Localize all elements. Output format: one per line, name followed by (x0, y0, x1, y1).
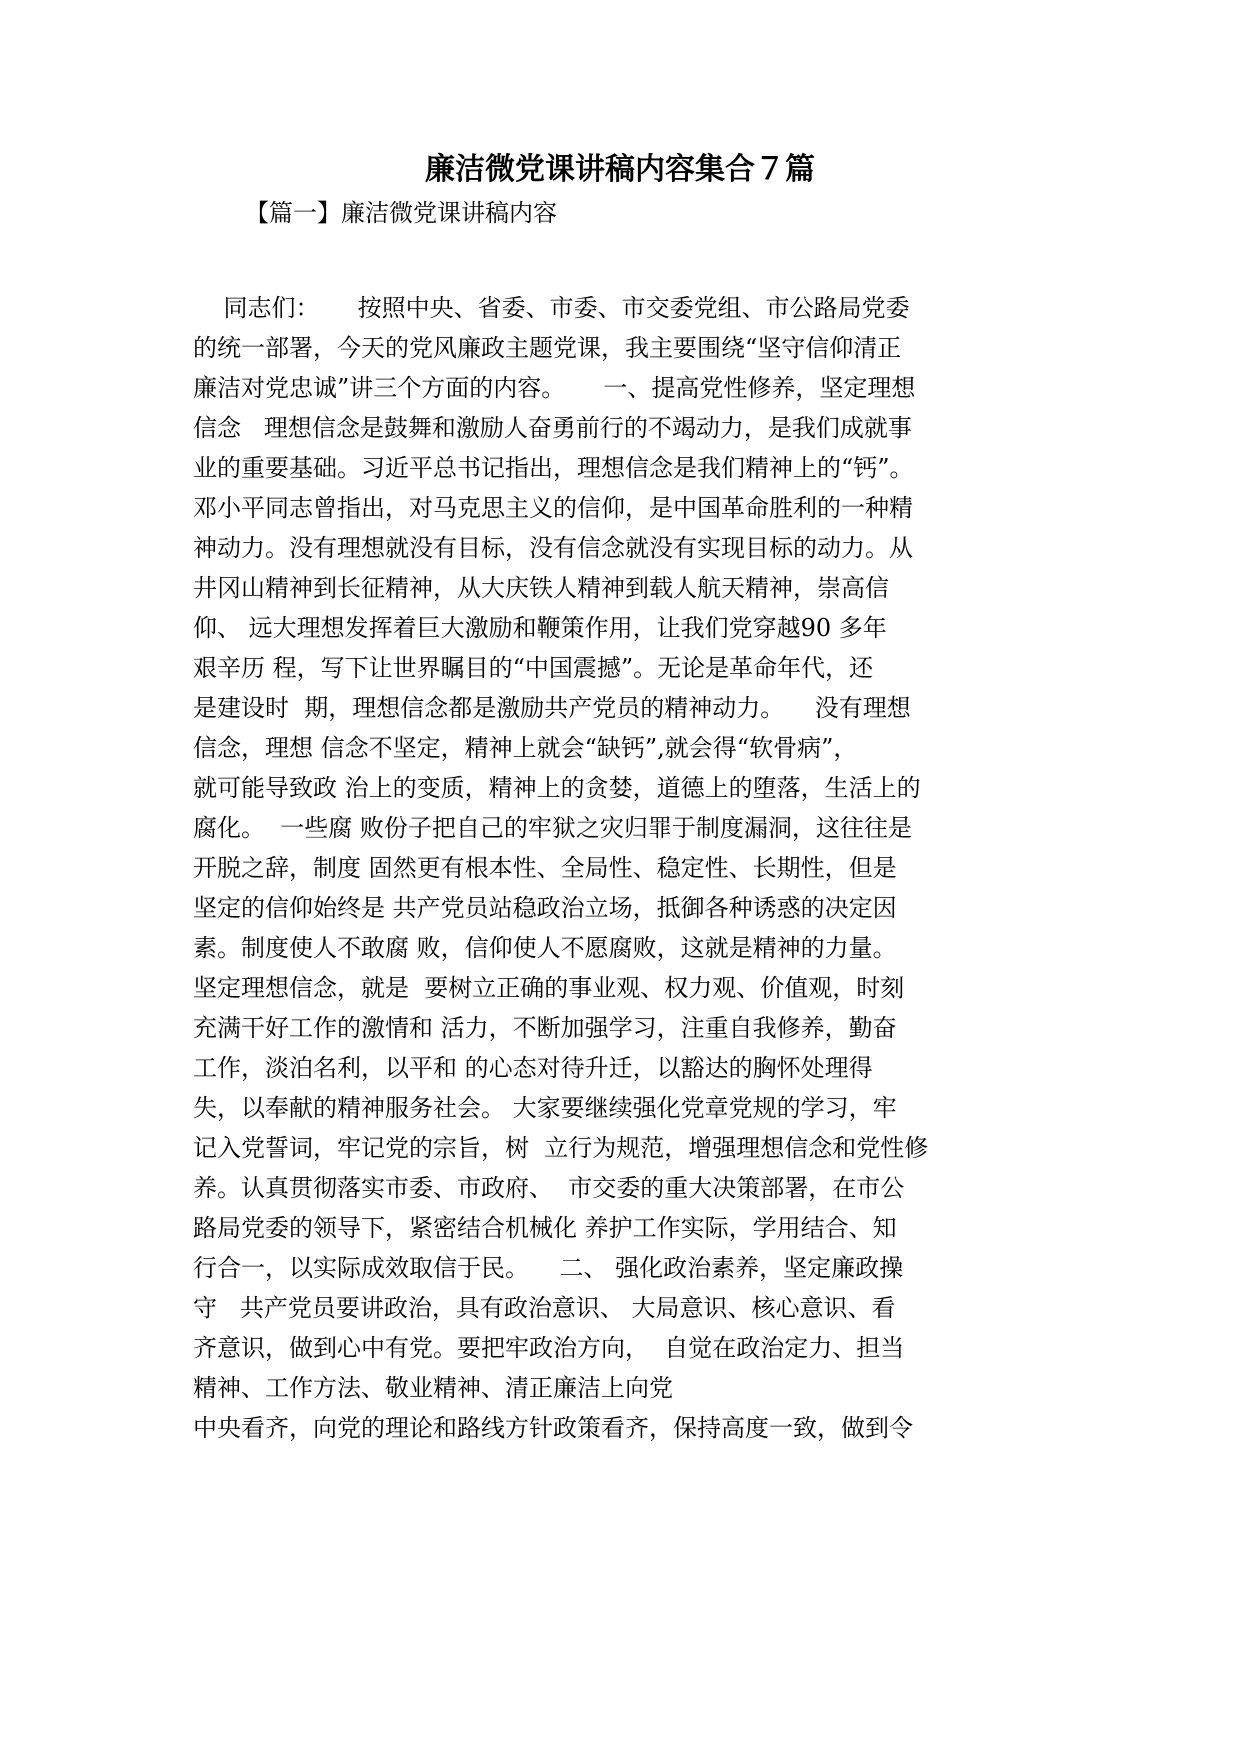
text-line: 井冈山精神到长征精神，从大庆铁人精神到载人航天精神，崇高信 (193, 574, 889, 602)
text-line: 邓小平同志曾指出，对马克思主义的信仰，是中国革命胜利的一种精 (193, 494, 913, 522)
text-line: 中央看齐，向党的理论和路线方针政策看齐，保持高度一致，做到令 (193, 1414, 913, 1442)
text-line: 养。认真贯彻落实市委、市政府、 市交委的重大决策部署，在市公 (193, 1174, 905, 1202)
text-line: 廉洁对党忠诚”讲三个方面的内容。 一、提高党性修养，坚定理想 (193, 374, 916, 402)
document-subtitle: 【篇一】廉洁微党课讲稿内容 (245, 199, 557, 227)
text-line: 素。制度使人不敢腐 败，信仰使人不愿腐败，这就是精神的力量。 (193, 934, 897, 962)
text-line: 坚定的信仰始终是 共产党员站稳政治立场，抵御各种诱惑的决定因 (193, 894, 897, 922)
text-line: 记入党誓词，牢记党的宗旨，树 立行为规范，增强理想信念和党性修 (193, 1134, 929, 1162)
text-line: 信念，理想 信念不坚定，精神上就会“缺钙”,就会得“软骨病”， (193, 734, 858, 762)
text-line: 神动力。没有理想就没有目标，没有信念就没有实现目标的动力。从 (193, 534, 913, 562)
document-title: 廉洁微党课讲稿内容集合７篇 (425, 152, 815, 187)
text-line: 仰、 远大理想发挥着巨大激励和鞭策作用，让我们党穿越90 多年 (193, 614, 887, 642)
body-text (193, 288, 1073, 1448)
text-line: 业的重要基础。习近平总书记指出，理想信念是我们精神上的“钙”。 (193, 454, 914, 482)
text-line: 齐意识，做到心中有党。要把牢政治方向， 自觉在政治定力、担当 (193, 1334, 905, 1362)
text-line: 的统一部署，今天的党风廉政主题党课，我主要围绕“坚守信仰清正 (193, 334, 902, 362)
text-line: 工作，淡泊名利，以平和 的心态对待升迁，以豁达的胸怀处理得 (193, 1054, 873, 1082)
text-line: 守 共产党员要讲政治，具有政治意识、 大局意识、核心意识、看 (193, 1294, 896, 1322)
text-line: 同志们： 按照中央、省委、市委、市交委党组、市公路局党委 (193, 294, 910, 322)
text-line: 是建设时 期，理想信念都是激励共产党员的精神动力。 没有理想 (193, 694, 911, 722)
text-line: 开脱之辞，制度 固然更有根本性、全局性、稳定性、长期性，但是 (193, 854, 897, 882)
text-line: 充满干好工作的激情和 活力，不断加强学习，注重自我修养，勤奋 (193, 1014, 897, 1042)
text-line: 路局党委的领导下，紧密结合机械化 养护工作实际，学用结合、知 (193, 1214, 897, 1242)
text-line: 行合一，以实际成效取信于民。 二、 强化政治素养，坚定廉政操 (193, 1254, 904, 1282)
text-line: 精神、工作方法、敬业精神、清正廉洁上向党 (193, 1374, 673, 1402)
text-line: 信念 理想信念是鼓舞和激励人奋勇前行的不竭动力，是我们成就事 (193, 414, 912, 442)
text-line: 坚定理想信念，就是 要树立正确的事业观、权力观、价值观，时刻 (193, 974, 905, 1002)
text-line: 就可能导致政 治上的变质，精神上的贪婪，道德上的堕落，生活上的 (193, 774, 921, 802)
text-line: 艰辛历 程，写下让世界瞩目的“中国震撼”。无论是革命年代，还 (193, 654, 874, 682)
text-line: 失，以奉献的精神服务社会。 大家要继续强化党章党规的学习，牢 (193, 1094, 897, 1122)
text-line: 腐化。 一些腐 败份子把自己的牢狱之灾归罪于制度漏洞，这往往是 (193, 814, 912, 842)
